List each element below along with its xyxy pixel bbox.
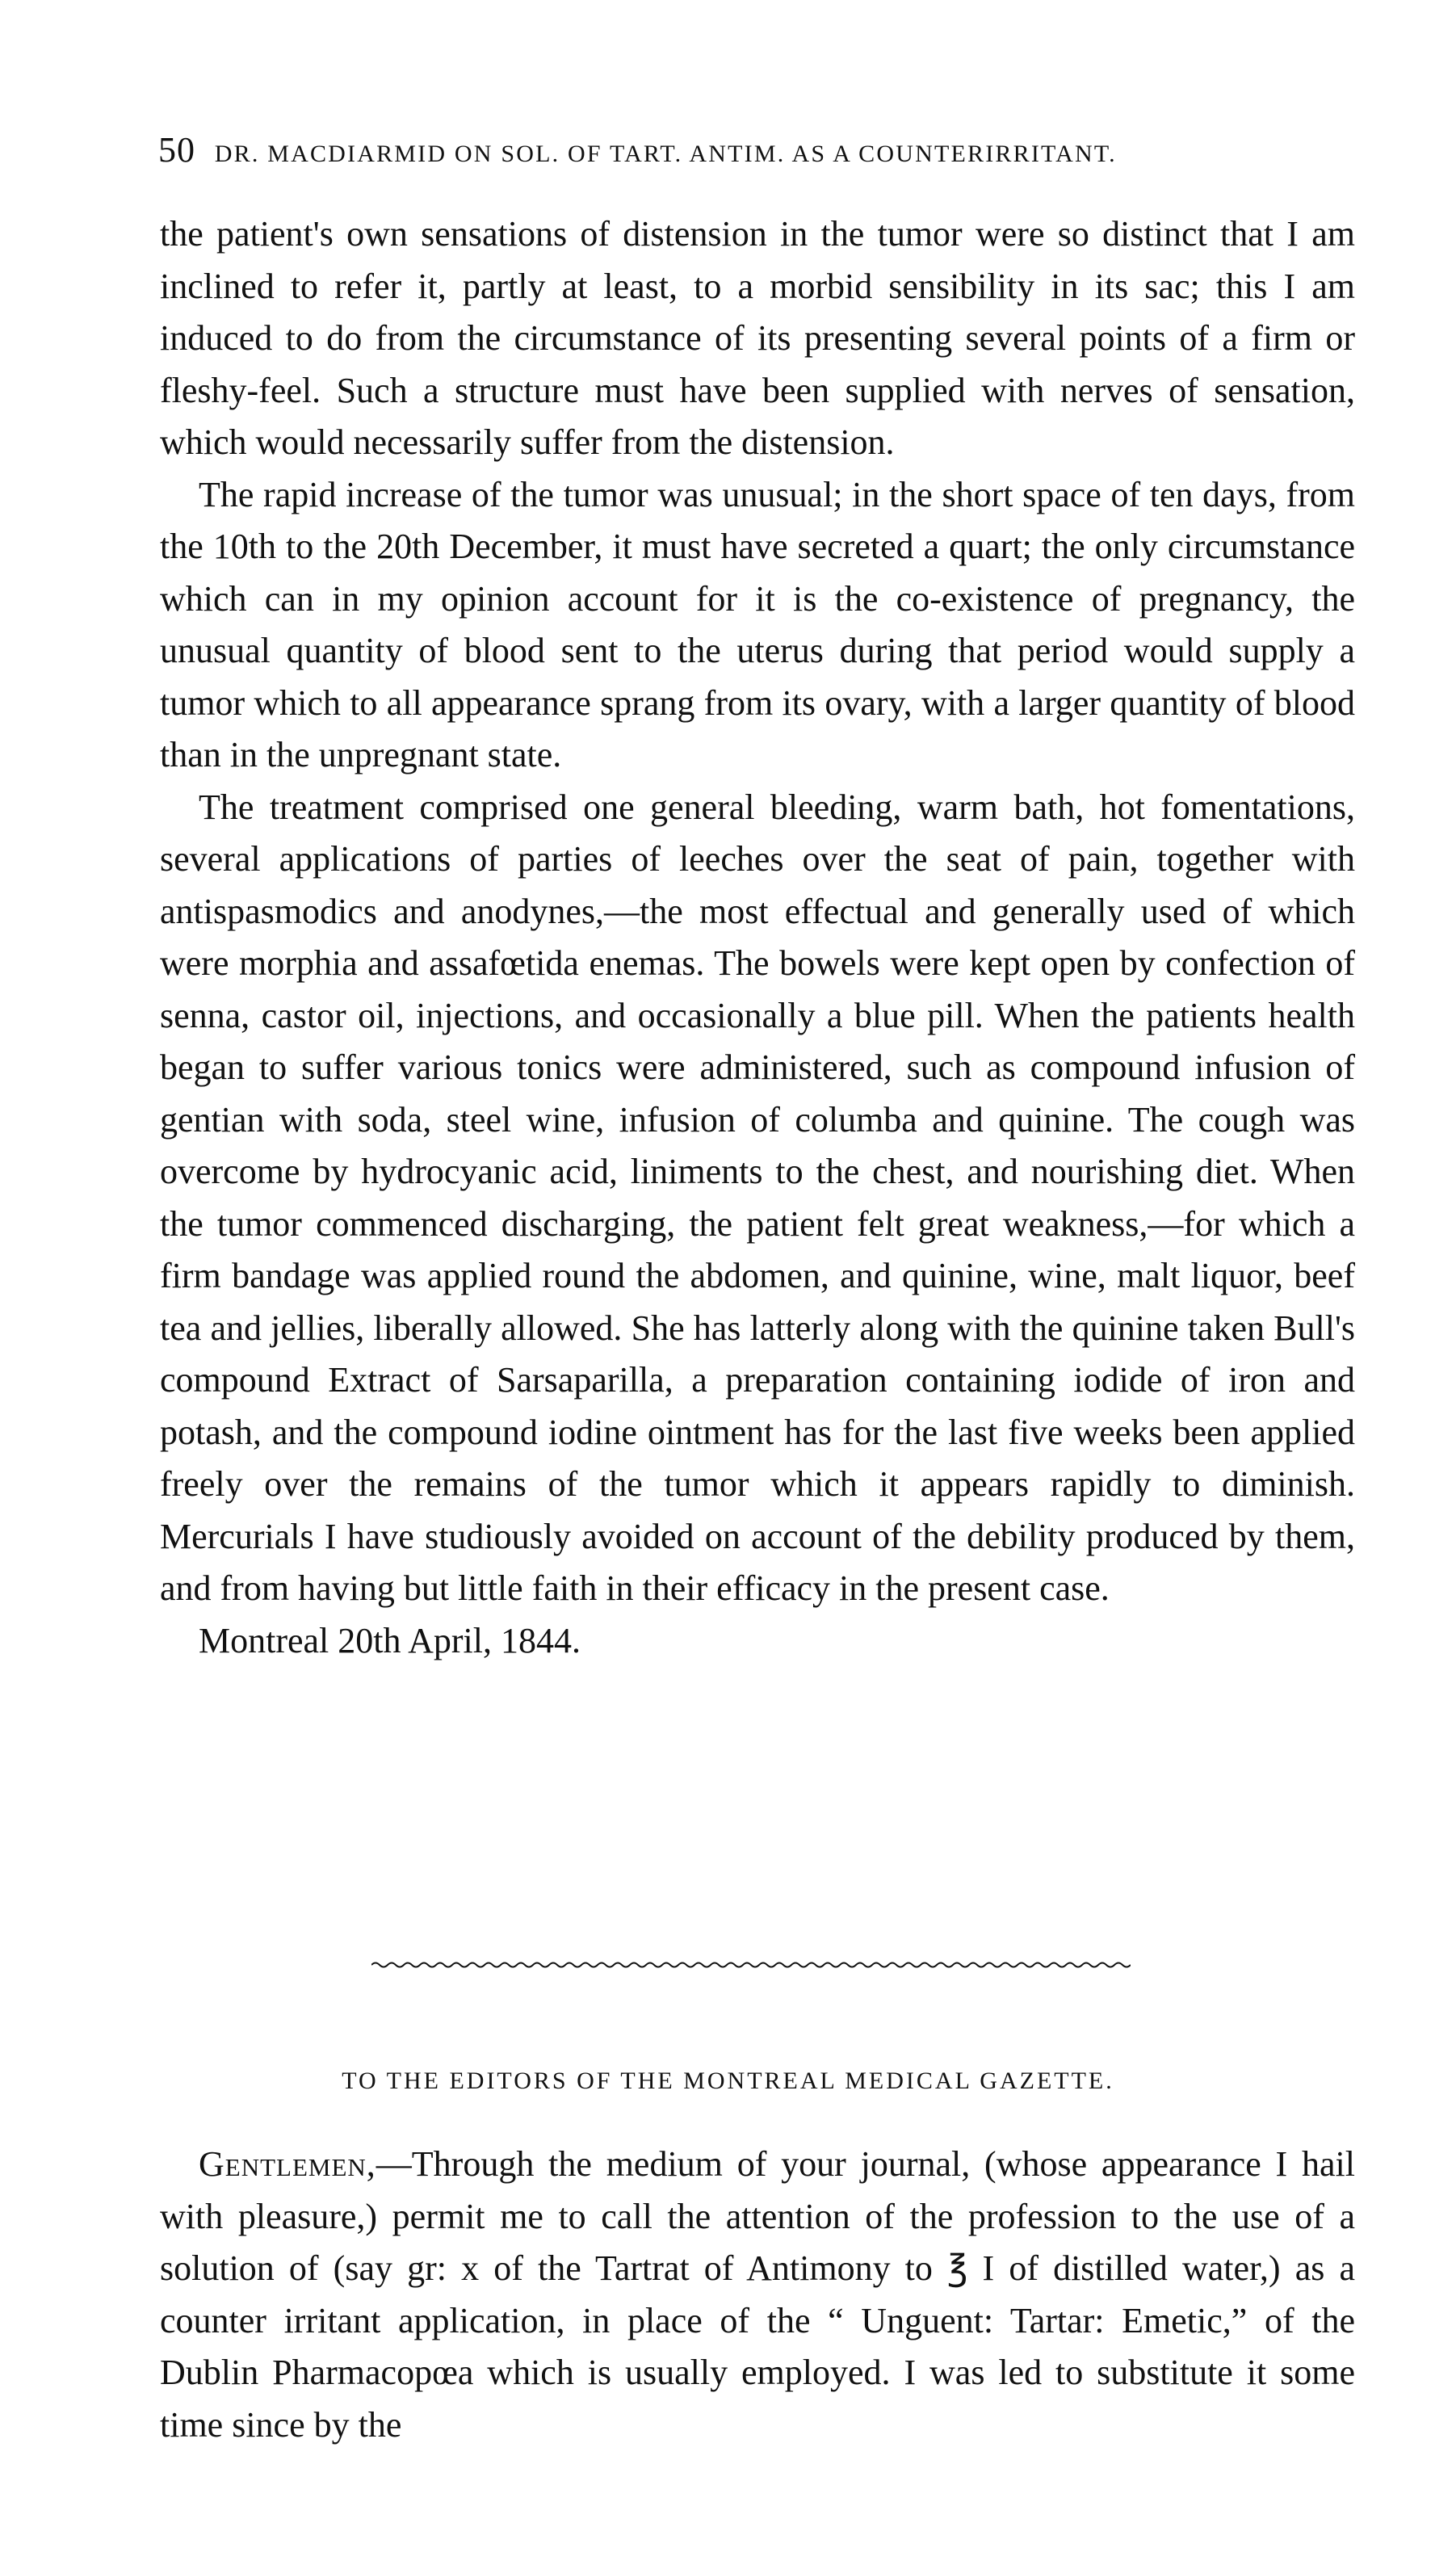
salutation: Gentlemen, xyxy=(199,2144,376,2184)
paragraph-rapid-increase: The rapid increase of the tumor was unusual; in the short space of ten days, from the 10th to the 20th December, it must have secreted a quart; the only circumstance which can in my opinion account for it is the co-existence of pregnancy, the unusual quantity of blood sent to the uterus during that period would supply a tumor which to all appearance sprang from its ovary, with a larger quantity of blood than in the unpregnant state. xyxy=(160,474,1355,774)
letter-text: —Through the medium of your journal, (whose appearance I hail with pleasure,) permit me to call the attention of the profession to the use of a solution of (say gr: x of the Tartrat of Antimony to ℥ I of distilled water,) as a counter irritant application, in place of the “ Unguent: Tartar: Emetic,” of the Dublin Pharmacopœa which is usually employed. I was led to substitute it some time since by the xyxy=(160,2144,1355,2445)
page-number: 50 xyxy=(158,130,195,170)
running-header xyxy=(158,129,1370,170)
paragraph-treatment: The treatment comprised one general bleeding, warm bath, hot fomentations, several applications of parties of leeches over the seat of pain, together with antispasmodics and anodynes,—the most effectual and generally used of which were morphia and assafœtida enemas. The bowels were kept open by confection of senna, castor oil, injections, and occasionally a blue pill. When the patients health began to suffer various tonics were administered, such as compound infusion of gentian with soda, steel wine, infusion of columba and quinine. The cough was overcome by hydrocyanic acid, liniments to the chest, and nourishing diet. When the tumor commenced discharging, the patient felt great weakness,—for which a firm bandage was applied round the abdomen, and quinine, wine, malt liquor, beef tea and jellies, liberally allowed. She has latterly along with the quinine taken Bull's compound Extract of Sarsaparilla, a preparation containing iodide of iron and potash, and the compound iodine ointment has for the last five weeks been applied freely over the remains of the tumor which it appears rapidly to diminish. Mercurials I have studiously avoided on account of the debility produced by them, and from having but little faith in their efficacy in the present case. xyxy=(160,787,1355,1608)
dateline: Montreal 20th April, 1844. xyxy=(199,1620,581,1660)
paragraph-continued: the patient's own sensations of distension in the tumor were so distinct that I am inclined to refer it, partly at least, to a morbid sensibility in its sac; this I am induced to do from the circumstance of its presenting several points of a firm or fleshy-feel. Such a structure must have been supplied with nerves of sensation, which would necessarily suffer from the distension. xyxy=(160,214,1355,462)
letter-body xyxy=(160,2139,1355,2451)
letter-paragraph xyxy=(160,2139,1355,2451)
wavy-divider xyxy=(371,1961,1131,1969)
running-title: DR. MACDIARMID ON SOL. OF TART. ANTIM. AS A COUNTERIRRITANT. xyxy=(214,141,1117,167)
letter-heading: TO THE EDITORS OF THE MONTREAL MEDICAL GAZETTE. xyxy=(342,2067,1114,2094)
article-body xyxy=(160,208,1355,1667)
